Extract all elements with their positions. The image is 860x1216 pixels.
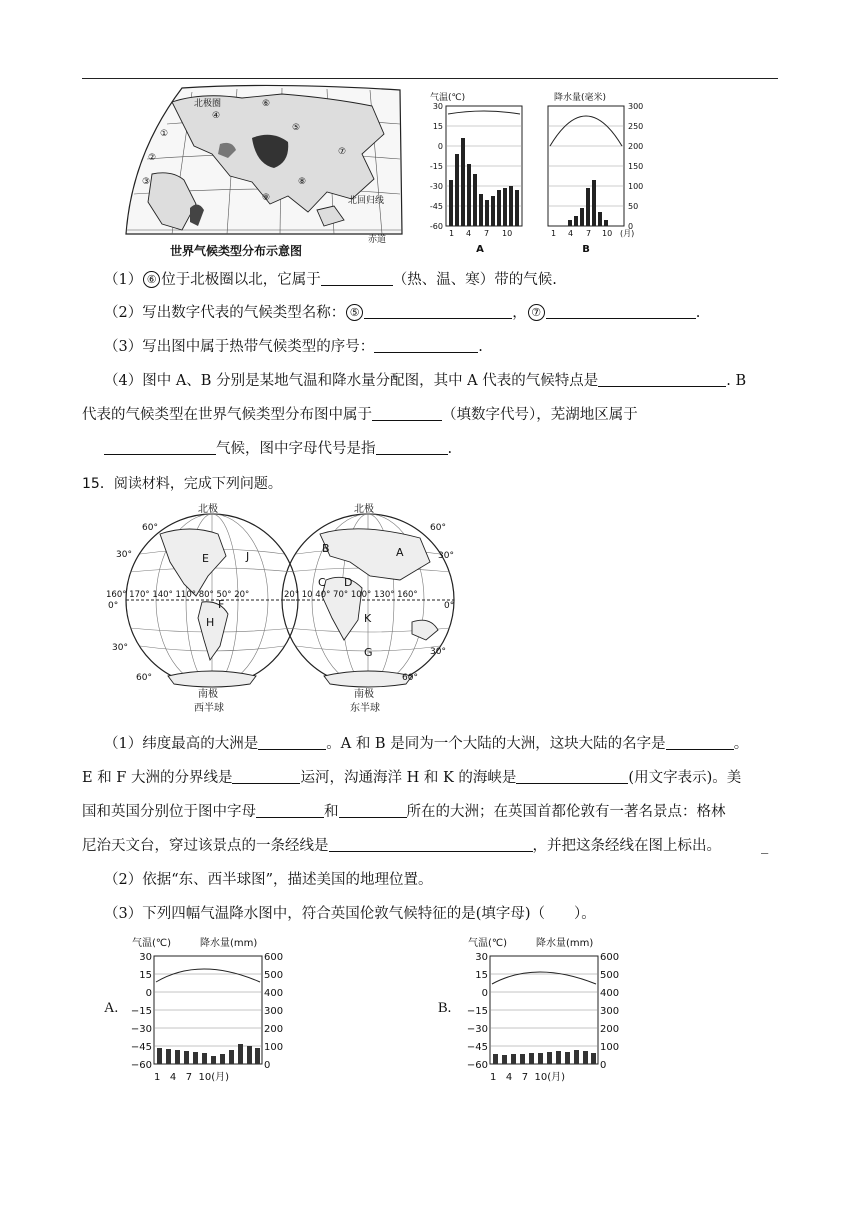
q14-circle-5: ⑤: [346, 304, 363, 321]
globe-east-caption: 东半球: [350, 703, 380, 714]
globe-lat30-es: 30°: [430, 647, 446, 657]
chart-a-xtick-10: 10: [502, 229, 513, 238]
option-a-rtick-5: 100: [264, 1042, 284, 1053]
q14-blank-2[interactable]: [364, 303, 512, 319]
option-a-ylabel-l: 气温(℃): [132, 938, 172, 949]
chart-b-ylabel: 降水量(毫米): [554, 93, 607, 103]
chart-b-tick-2: 200: [628, 142, 644, 151]
globe-west-lon: 160° 170° 140° 110° 80° 50° 20°: [106, 590, 250, 600]
map-label-4: ④: [212, 111, 221, 121]
q15-blank-5[interactable]: [256, 802, 324, 818]
chart-a-xtick-1: 1: [449, 229, 455, 238]
globe-west-caption: 西半球: [194, 703, 224, 714]
chart-b-xtick-10: 10: [602, 229, 613, 238]
q15-blank-2[interactable]: [666, 734, 734, 750]
option-a-label[interactable]: A.: [104, 1000, 119, 1016]
globe-label-b: B: [322, 542, 330, 555]
globe-label-g: G: [364, 646, 373, 659]
chart-a-xtick-4: 4: [466, 229, 472, 238]
chart-a-xtick-7: 7: [484, 229, 490, 238]
option-b-ylabel-l: 气温(℃): [468, 938, 508, 949]
q15-blank-1[interactable]: [258, 734, 326, 750]
chart-a-tick-6: -60: [429, 222, 443, 231]
q14-blank-3[interactable]: [546, 303, 696, 319]
q15-line-3: 国和英国分别位于图中字母 和 所在的大洲；在英国首都伦敦有一著名景点：格林: [82, 804, 726, 820]
globe-lat60-es: 60°: [402, 673, 418, 683]
q14-line-3: （3）写出图中属于热带气候类型的序号： .: [104, 339, 483, 355]
q14-line-1: （1） ⑥ 位于北极圈以北，它属于 （热、温、寒）带的气候.: [104, 272, 557, 288]
q15-blank-7[interactable]: [329, 836, 533, 852]
q14-line-4: （4）图中 A、B 分别是某地气温和降水量分配图，其中 A 代表的气候特点是 . B: [104, 373, 747, 389]
q14-blank-6[interactable]: [372, 405, 442, 421]
chart-b-tick-4: 100: [628, 182, 644, 191]
chart-b-xtick-4: 4: [568, 229, 574, 238]
option-a-chart[interactable]: [124, 934, 314, 1084]
chart-b-tick-3: 150: [628, 162, 644, 171]
chart-a-tick-3: -15: [429, 162, 443, 171]
globe-lat60-wl: 60°: [142, 523, 158, 533]
option-b-ylabel-r: 降水量(mm): [536, 938, 594, 949]
chart-a-tick-2: 0: [437, 142, 443, 151]
q14-line-6: 气候，图中字母代号是指 .: [104, 439, 452, 459]
option-b-ltick-3: −15: [466, 1006, 488, 1017]
chart-a-tick-5: -45: [429, 202, 443, 211]
map-label-2: ②: [148, 153, 157, 163]
option-b-label[interactable]: B.: [438, 1000, 452, 1016]
option-a-ltick-4: −30: [130, 1024, 152, 1035]
globe-north-w: 北极: [198, 504, 218, 515]
globe-label-h: H: [206, 616, 215, 629]
option-a-xticks: 1 4 7 10(月): [154, 1072, 230, 1083]
climate-chart-a: [424, 90, 528, 260]
option-b-ltick-0: 30: [475, 952, 488, 963]
q14-blank-4[interactable]: [374, 337, 478, 353]
option-b-rtick-6: 0: [600, 1060, 607, 1071]
chart-a-caption: A: [476, 244, 484, 255]
globe-south-w: 南极: [198, 689, 218, 700]
map-label-equator: 赤道: [368, 235, 387, 245]
world-climate-map: [112, 84, 410, 260]
map-label-5: ⑤: [292, 123, 301, 133]
map-label-7: ⑦: [338, 147, 347, 157]
hemispheres-map: [100, 500, 462, 718]
option-b-ltick-6: −60: [466, 1060, 488, 1071]
q15-line-4: 尼治天文台，穿过该景点的一条经线是 ，并把这条经线在图上标出。 _: [82, 838, 769, 854]
q15-sub3: （3）下列四幅气温降水图中，符合英国伦敦气候特征的是(填字母)（ ）。: [104, 906, 596, 922]
q15-line-1: （1）纬度最高的大洲是 。A 和 B 是同为一个大陆的大洲，这块大陆的名字是 。: [104, 736, 749, 752]
q14-line-2: （2）写出数字代表的气候类型名称： ⑤ ， ⑦ .: [104, 305, 701, 321]
chart-b-caption: B: [582, 244, 590, 255]
map-label-north-pole: 北极圈: [194, 99, 222, 109]
globe-lat30-en: 30°: [438, 551, 454, 561]
option-a-ltick-2: 0: [145, 988, 152, 999]
map-caption: 世界气候类型分布示意图: [170, 244, 303, 258]
option-a-rtick-4: 200: [264, 1024, 284, 1035]
globe-lat30-wl: 30°: [116, 550, 132, 560]
option-a-rtick-0: 600: [264, 952, 284, 963]
option-b-ltick-2: 0: [481, 988, 488, 999]
globe-label-f: F: [218, 598, 225, 611]
globe-label-e: E: [202, 552, 209, 565]
option-b-rtick-3: 300: [600, 1006, 620, 1017]
option-a-ltick-5: −45: [130, 1042, 152, 1053]
globe-label-c: C: [318, 576, 326, 589]
option-b-ltick-1: 15: [475, 970, 488, 981]
globe-lat60-ws: 60°: [136, 673, 152, 683]
option-b-chart[interactable]: [460, 934, 650, 1084]
chart-b-unit: (月): [620, 229, 635, 238]
option-a-ltick-1: 15: [139, 970, 152, 981]
option-b-ltick-4: −30: [466, 1024, 488, 1035]
option-b-rtick-5: 100: [600, 1042, 620, 1053]
map-label-3: ③: [142, 177, 151, 187]
q15-blank-4[interactable]: [516, 768, 628, 784]
option-b-xticks: 1 4 7 10(月): [490, 1072, 566, 1083]
map-label-6: ⑥: [262, 99, 271, 109]
option-a-rtick-6: 0: [264, 1060, 271, 1071]
q14-circle-7: ⑦: [528, 304, 545, 321]
globe-lat0-en: 0°: [444, 601, 455, 611]
option-b-rtick-4: 200: [600, 1024, 620, 1035]
q14-blank-8[interactable]: [376, 439, 448, 455]
option-a-rtick-2: 400: [264, 988, 284, 999]
chart-b-xtick-7: 7: [586, 229, 592, 238]
q14-blank-7[interactable]: [104, 439, 216, 455]
chart-b-tick-6: 0: [628, 222, 634, 231]
chart-a-ylabel: 气温(℃): [430, 93, 466, 103]
option-b-rtick-0: 600: [600, 952, 620, 963]
q14-circle-6: ⑥: [143, 271, 160, 288]
globe-north-e: 北极: [354, 504, 374, 515]
q15-title: 15．阅读材料，完成下列问题。: [82, 476, 282, 492]
option-b-ltick-5: −45: [466, 1042, 488, 1053]
chart-a-tick-4: -30: [429, 182, 443, 191]
q14-blank-5[interactable]: [598, 371, 726, 387]
map-label-tropic: 北回归线: [348, 196, 385, 206]
chart-b-tick-5: 50: [628, 202, 639, 211]
globe-label-d: D: [344, 576, 353, 589]
option-b-rtick-2: 400: [600, 988, 620, 999]
globe-south-e: 南极: [354, 689, 374, 700]
climate-chart-b: [540, 90, 670, 260]
q14-blank-1[interactable]: [321, 270, 393, 286]
q15-line-2: E 和 F 大洲的分界线是 运河，沟通海洋 H 和 K 的海峡是 (用文字表示)。美: [82, 770, 742, 786]
option-a-rtick-1: 500: [264, 970, 284, 981]
map-label-1: ①: [160, 129, 169, 139]
globe-lat30-ws: 30°: [112, 643, 128, 653]
option-a-ltick-0: 30: [139, 952, 152, 963]
globe-east-lon: 20° 10 40° 70° 100° 130° 160°: [284, 590, 418, 600]
chart-a-tick-0: 30: [432, 102, 443, 111]
map-label-8: ⑧: [298, 177, 307, 187]
globe-label-k: K: [364, 612, 372, 625]
q15-blank-6[interactable]: [339, 802, 407, 818]
q14-line-5: 代表的气候类型在世界气候类型分布图中属于 （填数字代号），芜湖地区属于: [82, 407, 638, 423]
globe-label-j: J: [246, 550, 250, 563]
chart-b-tick-1: 250: [628, 122, 644, 131]
option-b-rtick-1: 500: [600, 970, 620, 981]
globe-label-a: A: [396, 546, 404, 559]
option-a-ltick-3: −15: [130, 1006, 152, 1017]
q15-blank-3[interactable]: [232, 768, 300, 784]
header-rule: [82, 78, 778, 79]
chart-b-tick-0: 300: [628, 102, 644, 111]
option-a-ltick-6: −60: [130, 1060, 152, 1071]
globe-lat60-en: 60°: [430, 523, 446, 533]
q15-sub2: （2）依据“东、西半球图”，描述美国的地理位置。: [104, 872, 433, 888]
option-a-ylabel-r: 降水量(mm): [200, 938, 258, 949]
option-a-rtick-3: 300: [264, 1006, 284, 1017]
chart-b-xtick-1: 1: [551, 229, 557, 238]
globe-lat0-wl: 0°: [108, 601, 119, 611]
chart-a-tick-1: 15: [432, 122, 443, 131]
map-label-9: ⑨: [262, 193, 271, 203]
